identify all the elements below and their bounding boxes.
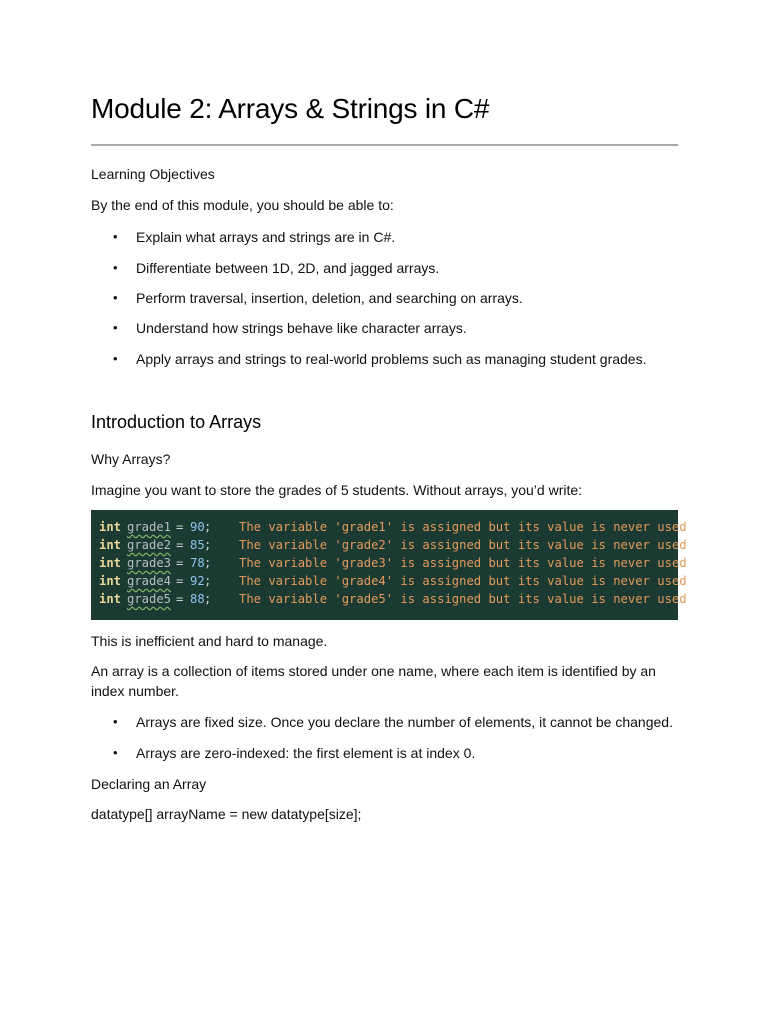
array-syntax: datatype[] arrayName = new datatype[size];: [91, 806, 362, 822]
learning-objectives-heading: Learning Objectives: [91, 166, 215, 182]
section-heading-intro-arrays: Introduction to Arrays: [91, 412, 262, 432]
page-title: Module 2: Arrays & Strings in C#: [91, 93, 490, 124]
warning-message: The variable 'grade1' is assigned but its value is never used: [239, 520, 687, 534]
code-line: int grade5 = 88 ; The variable 'grade5' is assigned but its value is never used: [99, 592, 687, 606]
array-definition-line1: An array is a collection of items stored under one name, where each item is identified by an: [91, 663, 656, 679]
warning-message: The variable 'grade5' is assigned but its value is never used: [239, 592, 687, 606]
title-divider: [91, 144, 678, 146]
why-arrays-heading: Why Arrays?: [91, 451, 171, 467]
objectives-intro: By the end of this module, you should be able to:: [91, 197, 394, 213]
code-line: int grade1 = 90 ; The variable 'grade1' is assigned but its value is never used: [99, 520, 687, 534]
bullet-icon: •: [113, 745, 118, 760]
imagine-paragraph: Imagine you want to store the grades of 5 students. Without arrays, you’d write:: [91, 482, 583, 498]
bullet-icon: •: [113, 260, 118, 275]
warning-message: The variable 'grade4' is assigned but its value is never used: [239, 574, 687, 588]
code-line: int grade3 = 78 ; The variable 'grade3' is assigned but its value is never used: [99, 556, 687, 570]
bullet-icon: •: [113, 290, 118, 305]
code-screenshot: [91, 510, 687, 620]
code-line: int grade4 = 92 ; The variable 'grade4' is assigned but its value is never used: [99, 574, 687, 588]
bullet-icon: •: [113, 229, 118, 244]
array-definition-line2: index number.: [91, 683, 179, 699]
code-line: int grade2 = 85 ; The variable 'grade2' is assigned but its value is never used: [99, 538, 687, 552]
declaring-array-heading: Declaring an Array: [91, 776, 207, 792]
warning-message: The variable 'grade3' is assigned but its value is never used: [239, 556, 687, 570]
bullet-icon: •: [113, 320, 118, 335]
inefficient-paragraph: This is inefficient and hard to manage.: [91, 633, 328, 649]
bullet-icon: •: [113, 351, 118, 366]
bullet-icon: •: [113, 714, 118, 729]
warning-message: The variable 'grade2' is assigned but its value is never used: [239, 538, 687, 552]
